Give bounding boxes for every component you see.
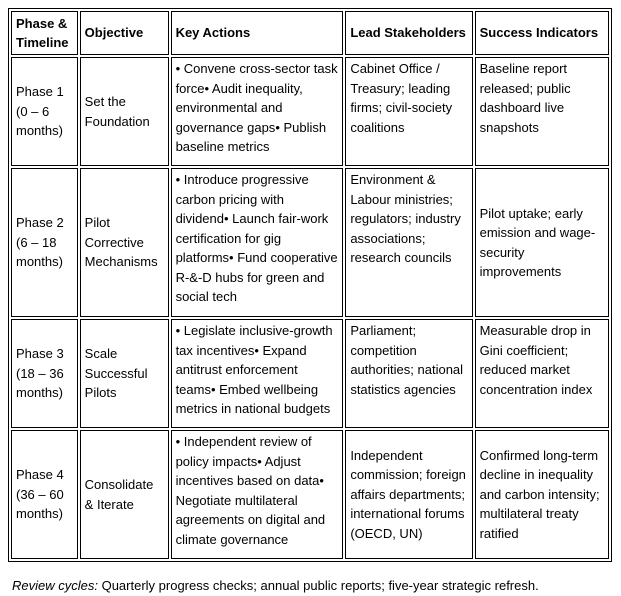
action-item: Fund cooperative R-&-D hubs for green and social tech bbox=[175, 250, 338, 304]
phase-cell bbox=[11, 168, 78, 317]
indicators-cell: Pilot uptake; early emission and wage-security improvements bbox=[475, 168, 609, 317]
table-row bbox=[11, 430, 609, 559]
header-phase: Phase & Timeline bbox=[11, 11, 78, 55]
table-row bbox=[11, 319, 609, 428]
phase-cell bbox=[11, 430, 78, 559]
action-item: Embed wellbeing metrics in national budgets bbox=[175, 381, 331, 416]
objective-cell: Set the Foundation bbox=[80, 57, 169, 166]
actions-cell: • Convene cross-sector task force• Audit inequality, environmental and governance gaps• Publish baseline metrics bbox=[171, 57, 344, 166]
action-item: Launch fair-work certification for gig platforms bbox=[175, 211, 329, 265]
header-indicators: Success Indicators bbox=[475, 11, 609, 55]
objective-cell: Pilot Corrective Mechanisms bbox=[80, 168, 169, 317]
action-item: Convene cross-sector task force bbox=[175, 61, 338, 96]
actions-cell: • Legislate inclusive-growth tax incentives• Expand antitrust enforcement teams• Embed wellbeing metrics in national budgets bbox=[171, 319, 344, 428]
stakeholders-cell: Parliament; competition authorities; national statistics agencies bbox=[345, 319, 472, 428]
header-row bbox=[11, 11, 609, 55]
objective-cell: Consolidate & Iterate bbox=[80, 430, 169, 559]
phase-cell bbox=[11, 57, 78, 166]
actions-cell: • Independent review of policy impacts• Adjust incentives based on data• Negotiate multilateral agreements on digital and climate governance bbox=[171, 430, 344, 559]
phase-label: Phase 1 bbox=[16, 84, 64, 100]
phase-timeline: (0 – 6 months) bbox=[16, 103, 63, 139]
stakeholders-cell: Cabinet Office / Treasury; leading firms; civil-society coalitions bbox=[345, 57, 472, 166]
indicators-cell: Baseline report released; public dashboard live snapshots bbox=[475, 57, 609, 166]
action-item: Publish baseline metrics bbox=[175, 119, 327, 154]
table-row bbox=[11, 57, 609, 166]
header-objective: Objective bbox=[80, 11, 169, 55]
stakeholders-cell: Environment & Labour ministries; regulators; industry associations; research councils bbox=[345, 168, 472, 317]
indicators-cell: Measurable drop in Gini coefficient; reduced market concentration index bbox=[475, 319, 609, 428]
action-item: Audit inequality, environmental and governance gaps bbox=[175, 80, 303, 135]
indicators-cell: Confirmed long-term decline in inequality and carbon intensity; multilateral treaty ratified bbox=[475, 430, 609, 559]
phase-timeline: (36 – 60 months) bbox=[16, 486, 64, 522]
header-stakeholders: Lead Stakeholders bbox=[345, 11, 472, 55]
phase-label: Phase 4 bbox=[16, 467, 64, 483]
phase-label: Phase 2 bbox=[16, 215, 64, 231]
objective-cell: Scale Successful Pilots bbox=[80, 319, 169, 428]
phase-timeline: (18 – 36 months) bbox=[16, 365, 64, 401]
action-item: Legislate inclusive-growth tax incentives bbox=[175, 323, 333, 358]
review-cycles-footnote bbox=[12, 576, 612, 596]
action-item: Negotiate multilateral agreements on digital and climate governance bbox=[175, 492, 326, 547]
table-row bbox=[11, 168, 609, 317]
stakeholders-cell: Independent commission; foreign affairs departments; international forums (OECD, UN) bbox=[345, 430, 472, 559]
action-item: Expand antitrust enforcement teams bbox=[175, 342, 307, 397]
phase-label: Phase 3 bbox=[16, 346, 64, 362]
phase-timeline: (6 – 18 months) bbox=[16, 234, 63, 270]
roadmap-table bbox=[8, 8, 612, 562]
phase-cell bbox=[11, 319, 78, 428]
action-item: Introduce progressive carbon pricing with dividend bbox=[175, 172, 309, 226]
action-item: Adjust incentives based on data bbox=[175, 453, 320, 488]
footnote-text: Quarterly progress checks; annual public reports; five-year strategic refresh. bbox=[97, 578, 539, 593]
footnote-label: Review cycles: bbox=[12, 578, 98, 593]
action-item: Independent review of policy impacts bbox=[175, 434, 312, 469]
header-actions: Key Actions bbox=[171, 11, 344, 55]
actions-cell: • Introduce progressive carbon pricing with dividend• Launch fair-work certification for gig platforms• Fund cooperative R-&-D hubs for green and social tech bbox=[171, 168, 344, 317]
